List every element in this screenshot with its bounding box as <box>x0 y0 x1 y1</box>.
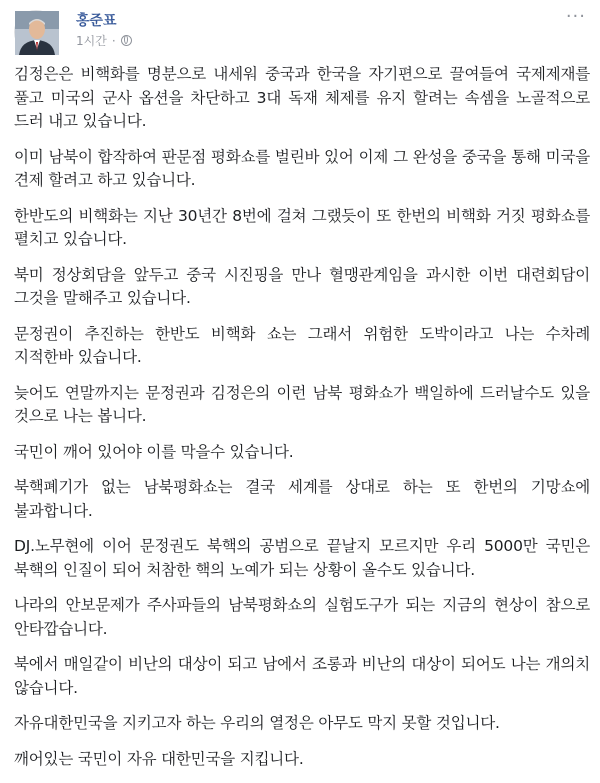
post-paragraph: 북에서 매일같이 비난의 대상이 되고 남에서 조롱과 비난의 대상이 되어도 나는 개의치 않습니다. <box>14 655 590 697</box>
post-paragraph: 늦어도 연말까지는 문정권과 김정은의 이런 남북 평화쇼가 백일하에 드러날수도 있을 것으로 나는 봅니다. <box>14 383 590 425</box>
post-paragraph: 북핵폐기가 없는 남북평화쇼는 결국 세계를 상대로 하는 또 한번의 기망쇼에 불과합니다. <box>14 478 590 520</box>
post-paragraph: 한반도의 비핵화는 지난 30년간 8번에 걸쳐 그랬듯이 또 한번의 비핵화 거짓 평화쇼를 펼치고 있습니다. <box>14 206 590 248</box>
post-paragraph: 북미 정상회담을 앞두고 중국 시진핑을 만나 혈맹관계임을 과시한 이번 대련회담이 그것을 말해주고 있습니다. <box>14 265 590 307</box>
post-body <box>14 63 590 783</box>
meta-separator: · <box>111 33 116 48</box>
post-paragraph: 문정권이 추진하는 한반도 비핵화 쇼는 그래서 위험한 도박이라고 나는 수차례 지적한바 있습니다. <box>14 324 590 366</box>
avatar-photo <box>15 11 59 55</box>
post-paragraph: 나라의 안보문제가 주사파들의 남북평화쇼의 실험도구가 되는 지금의 현상이 참으로 안타깝습니다. <box>14 596 590 638</box>
post-header <box>14 8 586 58</box>
author-name[interactable]: 홍준표 <box>76 13 117 29</box>
post-paragraph: 깨어있는 국민이 자유 대한민국을 지킵니다. <box>14 749 304 768</box>
post-paragraph: DJ.노무현에 이어 문정권도 북핵의 공범으로 끝날지 모르지만 우리 5000만 국민은 북핵의 인질이 되어 처참한 핵의 노예가 되는 상황이 올수도 있습니다. <box>14 537 590 579</box>
post-timestamp[interactable]: 1시간 <box>76 34 107 48</box>
post-paragraph: 김정은은 비핵화를 명분으로 내세워 중국과 한국을 자기편으로 끌여들여 국제제재를 풀고 미국의 군사 옵션을 차단하고 3대 독재 체제를 유지 할려는 속셈을 노골적으로 드러 내고 있습니다. <box>14 65 590 130</box>
globe-icon[interactable] <box>121 35 132 46</box>
post-meta <box>76 32 132 49</box>
avatar[interactable] <box>14 10 58 54</box>
post-paragraph: 국민이 깨어 있어야 이를 막을수 있습니다. <box>14 442 294 461</box>
more-options-icon[interactable]: ··· <box>565 6 586 27</box>
post-paragraph: 자유대한민국을 지키고자 하는 우리의 열정은 아무도 막지 못할 것입니다. <box>14 714 500 732</box>
post-paragraph: 이미 남북이 합작하여 판문점 평화쇼를 벌린바 있어 이제 그 완성을 중국을 통해 미국을 견제 할려고 하고 있습니다. <box>14 147 590 189</box>
